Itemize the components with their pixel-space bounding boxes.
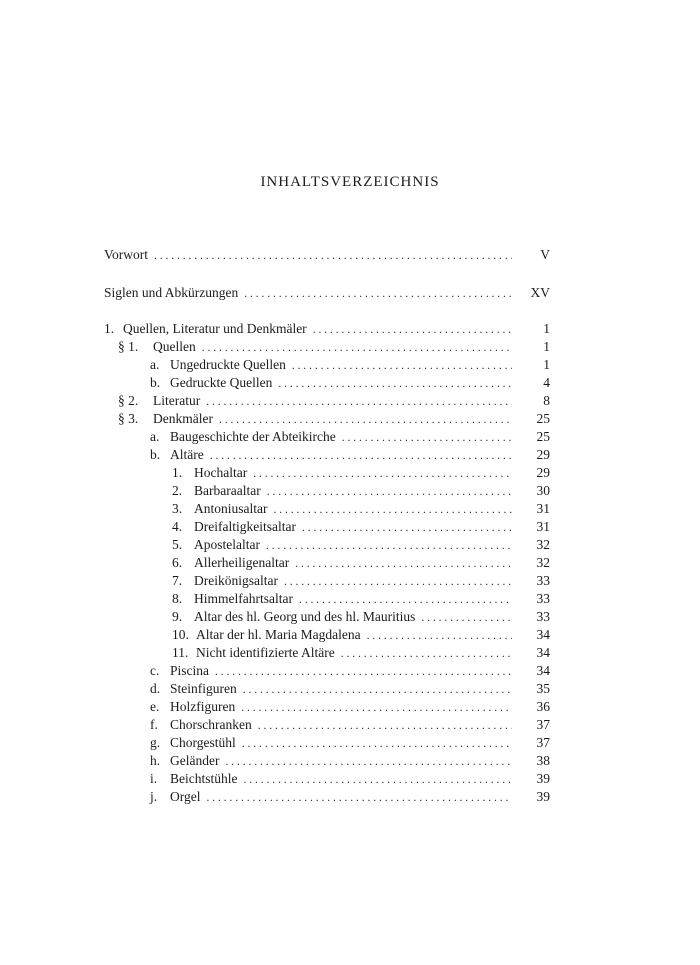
toc-entry-page: 39 — [536, 789, 550, 804]
toc-entry-page: 36 — [536, 699, 550, 714]
dot-leader — [421, 609, 512, 627]
toc-entry — [104, 246, 550, 264]
dot-leader — [206, 393, 512, 411]
toc-entry — [104, 392, 550, 410]
toc-entry — [104, 338, 550, 356]
toc-entry-number: d. — [150, 681, 161, 696]
toc-entry-page: 31 — [536, 519, 550, 534]
toc-entry-number: 7. — [172, 573, 183, 588]
dot-leader — [219, 411, 512, 429]
dot-leader — [243, 681, 512, 699]
toc-entry-number: 8. — [172, 591, 183, 606]
toc-entry — [104, 284, 550, 302]
toc-entry-number: § 1. — [118, 339, 139, 354]
toc-entry-number: a. — [150, 429, 160, 444]
toc-entry-number: § 2. — [118, 393, 139, 408]
toc-entry-number: 5. — [172, 537, 183, 552]
toc-entry-label: Geländer — [170, 753, 220, 768]
dot-leader — [207, 789, 513, 807]
toc-entry — [104, 518, 550, 536]
toc-entry-number: 9. — [172, 609, 183, 624]
toc-entry-number: 11. — [172, 645, 189, 660]
toc-entry-label: Dreikönigsaltar — [194, 573, 278, 588]
toc-entry — [104, 788, 550, 806]
toc-entry-label: Baugeschichte der Abteikirche — [170, 429, 336, 444]
toc-entry — [104, 536, 550, 554]
toc-entry-page: V — [540, 247, 550, 262]
dot-leader — [210, 447, 512, 465]
toc-entry-number: g. — [150, 735, 161, 750]
toc-entry-label: Vorwort — [104, 247, 149, 262]
toc-entry-page: 38 — [536, 753, 550, 768]
dot-leader — [225, 753, 512, 771]
toc-entry-number: f. — [150, 717, 158, 732]
toc-entry-label: Beichtstühle — [170, 771, 238, 786]
toc-entry-label: Dreifaltigkeitsaltar — [194, 519, 296, 534]
dot-leader — [244, 771, 513, 789]
toc-entry — [104, 464, 550, 482]
dot-leader — [302, 519, 512, 537]
dot-leader — [284, 573, 512, 591]
toc-entry — [104, 572, 550, 590]
toc-entry-number: 6. — [172, 555, 183, 570]
toc-entry-label: Altar der hl. Maria Magdalena — [196, 627, 361, 642]
toc-entry-label: Ungedruckte Quellen — [170, 357, 286, 372]
dot-leader — [278, 375, 512, 393]
toc-entry-label: Denkmäler — [153, 411, 213, 426]
toc-entry — [104, 356, 550, 374]
toc-entry-number: 1. — [172, 465, 183, 480]
toc-entry-page: 29 — [536, 465, 550, 480]
dot-leader — [299, 591, 512, 609]
toc-entry-page: 25 — [536, 411, 550, 426]
toc-entry-page: 33 — [536, 609, 550, 624]
toc-entry-label: Literatur — [153, 393, 201, 408]
toc-entry — [104, 500, 550, 518]
dot-leader — [342, 429, 512, 447]
toc-entry-label: Chorschranken — [170, 717, 252, 732]
toc-entry — [104, 734, 550, 752]
toc-entry — [104, 716, 550, 734]
toc-entry-label: Orgel — [170, 789, 201, 804]
toc-entry-page: 32 — [536, 555, 550, 570]
toc-entry — [104, 374, 550, 392]
toc-entry — [104, 626, 550, 644]
toc-entry — [104, 446, 550, 464]
toc-entry-page: 31 — [536, 501, 550, 516]
toc-entry-page: XV — [530, 285, 550, 300]
toc-entry-label: Holzfiguren — [170, 699, 236, 714]
dot-leader — [274, 501, 513, 519]
toc-entry-label: Nicht identifizierte Altäre — [196, 645, 335, 660]
toc-entry-number: 4. — [172, 519, 183, 534]
dot-leader — [202, 339, 512, 357]
dot-leader — [258, 717, 512, 735]
toc-entry-number: i. — [150, 771, 158, 786]
dot-leader — [253, 465, 512, 483]
toc-entry-number: h. — [150, 753, 161, 768]
toc-entry — [104, 428, 550, 446]
toc-entry — [104, 680, 550, 698]
dot-leader — [292, 357, 512, 375]
dot-leader — [266, 537, 512, 555]
toc-entry-page: 8 — [543, 393, 550, 408]
toc-entry-label: Quellen — [153, 339, 196, 354]
toc-entry-label: Siglen und Abkürzungen — [104, 285, 239, 300]
toc-entry-page: 1 — [543, 357, 550, 372]
toc-entry-page: 33 — [536, 591, 550, 606]
dot-leader — [242, 735, 512, 753]
toc-entry — [104, 410, 550, 428]
toc-entry-page: 30 — [536, 483, 550, 498]
toc-entry-label: Apostelaltar — [194, 537, 260, 552]
toc-entry-number: 3. — [172, 501, 183, 516]
page-title: INHALTSVERZEICHNIS — [260, 174, 440, 190]
toc-entry-page: 37 — [536, 735, 550, 750]
toc-entry-number: b. — [150, 447, 161, 462]
toc-entry-page: 35 — [536, 681, 550, 696]
toc-entry-label: Barbaraaltar — [194, 483, 261, 498]
dot-leader — [295, 555, 512, 573]
toc-entry-number: 1. — [104, 321, 115, 336]
toc-entry-label: Altäre — [170, 447, 204, 462]
toc-entry-page: 25 — [536, 429, 550, 444]
toc-entry — [104, 320, 550, 338]
toc-entry-label: Gedruckte Quellen — [170, 375, 273, 390]
toc-entry — [104, 752, 550, 770]
dot-leader — [154, 247, 512, 265]
toc-entry-label: Piscina — [170, 663, 209, 678]
dot-leader — [241, 699, 512, 717]
toc-entry-label: Steinfiguren — [170, 681, 237, 696]
toc-entry-label: Hochaltar — [194, 465, 248, 480]
toc-entry-page: 32 — [536, 537, 550, 552]
toc-entry-label: Quellen, Literatur und Denkmäler — [123, 321, 307, 336]
toc-entry-page: 4 — [543, 375, 550, 390]
toc-entry-page: 39 — [536, 771, 550, 786]
toc-entry-page: 34 — [536, 645, 550, 660]
dot-leader — [313, 321, 512, 339]
toc-entry-number: a. — [150, 357, 160, 372]
toc-entry-number: 10. — [172, 627, 189, 642]
dot-leader — [341, 645, 512, 663]
dot-leader — [215, 663, 512, 681]
toc-entry — [104, 608, 550, 626]
toc-entry-page: 34 — [536, 627, 550, 642]
toc-entry-label: Chorgestühl — [170, 735, 236, 750]
toc-entry — [104, 554, 550, 572]
toc-entry — [104, 482, 550, 500]
toc-entry-number: e. — [150, 699, 160, 714]
toc-entry-label: Allerheiligenaltar — [194, 555, 290, 570]
toc-entry — [104, 698, 550, 716]
dot-leader — [244, 285, 512, 303]
toc-entry-page: 33 — [536, 573, 550, 588]
toc-entry-page: 34 — [536, 663, 550, 678]
toc-entry-page: 1 — [543, 339, 550, 354]
toc-entry — [104, 662, 550, 680]
dot-leader — [367, 627, 512, 645]
toc-entry-page: 29 — [536, 447, 550, 462]
toc-entry-number: b. — [150, 375, 161, 390]
toc-entry — [104, 644, 550, 662]
toc-entry-page: 37 — [536, 717, 550, 732]
toc-entry — [104, 770, 550, 788]
toc-entry-label: Himmelfahrtsaltar — [194, 591, 293, 606]
toc-entry-label: Antoniusaltar — [194, 501, 268, 516]
toc-entry-page: 1 — [543, 321, 550, 336]
toc-entry-number: c. — [150, 663, 160, 678]
dot-leader — [267, 483, 512, 501]
toc-entry-label: Altar des hl. Georg und des hl. Mauritius — [194, 609, 416, 624]
toc-entry-number: j. — [150, 789, 158, 804]
toc-entry — [104, 590, 550, 608]
toc-entry-number: 2. — [172, 483, 183, 498]
toc-entry-number: § 3. — [118, 411, 139, 426]
